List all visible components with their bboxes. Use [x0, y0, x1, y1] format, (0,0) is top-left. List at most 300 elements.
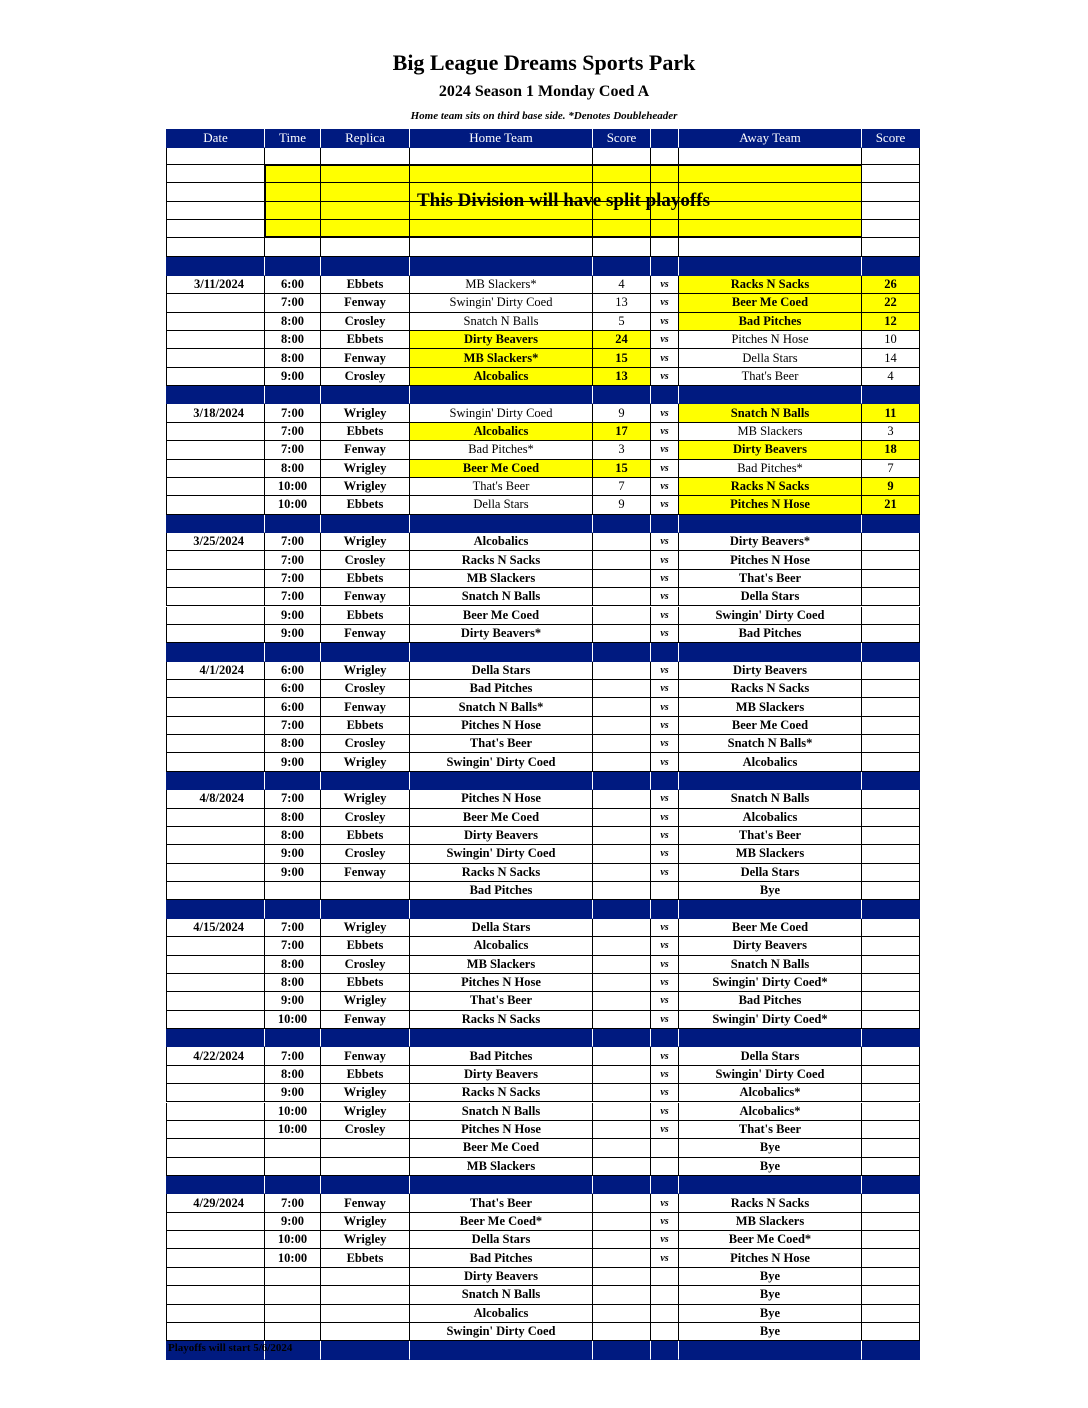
cell-home-team — [410, 1341, 593, 1359]
col-header-time: Time — [265, 129, 321, 148]
cell-time — [265, 515, 321, 533]
cell-date — [166, 202, 265, 220]
table-row — [166, 790, 920, 808]
cell-replica: Crosley — [321, 551, 410, 569]
cell-home-score — [593, 809, 651, 827]
cell-home-team — [410, 202, 593, 220]
cell-home-team: That's Beer — [410, 1194, 593, 1212]
cell-away-score — [862, 753, 920, 771]
cell-home-team — [410, 220, 593, 238]
cell-away-score — [862, 1268, 920, 1286]
cell-away-team: Beer Me Coed — [679, 919, 862, 937]
cell-vs: vs — [651, 1194, 679, 1212]
cell-home-team — [410, 772, 593, 790]
cell-away-team: Beer Me Coed — [679, 294, 862, 312]
cell-home-score — [593, 588, 651, 606]
cell-home-team: Bad Pitches — [410, 1047, 593, 1065]
cell-home-score — [593, 183, 651, 201]
cell-away-score — [862, 607, 920, 625]
table-row — [166, 496, 920, 514]
cell-date — [166, 1158, 265, 1176]
cell-home-team: Dirty Beavers — [410, 1066, 593, 1084]
cell-away-team: Swingin' Dirty Coed — [679, 607, 862, 625]
cell-date — [166, 1286, 265, 1304]
cell-home-team: Racks N Sacks — [410, 1084, 593, 1102]
cell-away-score: 4 — [862, 368, 920, 386]
cell-away-team: Racks N Sacks — [679, 1194, 862, 1212]
col-header-home-score: Score — [593, 129, 651, 148]
cell-home-team: Alcobalics — [410, 423, 593, 441]
table-row — [166, 551, 920, 569]
cell-vs: vs — [651, 919, 679, 937]
cell-home-team: Snatch N Balls — [410, 1103, 593, 1121]
cell-home-score — [593, 827, 651, 845]
cell-date — [166, 809, 265, 827]
cell-home-team: Beer Me Coed* — [410, 1213, 593, 1231]
cell-date — [166, 183, 265, 201]
cell-date — [166, 294, 265, 312]
cell-date — [166, 1249, 265, 1267]
cell-replica: Ebbets — [321, 1066, 410, 1084]
cell-away-team: Della Stars — [679, 349, 862, 367]
table-row — [166, 1047, 920, 1065]
cell-time: 9:00 — [265, 753, 321, 771]
cell-away-team: Pitches N Hose — [679, 331, 862, 349]
cell-vs: vs — [651, 625, 679, 643]
cell-home-score — [593, 698, 651, 716]
cell-home-score — [593, 992, 651, 1010]
table-row — [166, 478, 920, 496]
cell-date — [166, 643, 265, 661]
cell-home-team: Snatch N Balls — [410, 588, 593, 606]
cell-time: 8:00 — [265, 735, 321, 753]
cell-date — [166, 717, 265, 735]
cell-time — [265, 1158, 321, 1176]
cell-time — [265, 1029, 321, 1047]
cell-time — [265, 1176, 321, 1194]
cell-replica: Crosley — [321, 845, 410, 863]
cell-away-score — [862, 1084, 920, 1102]
cell-away-score — [862, 1139, 920, 1157]
cell-away-team: Bad Pitches — [679, 313, 862, 331]
cell-vs — [651, 1341, 679, 1359]
cell-away-score: 18 — [862, 441, 920, 459]
cell-time: 6:00 — [265, 698, 321, 716]
cell-vs: vs — [651, 404, 679, 422]
cell-date — [166, 1305, 265, 1323]
table-row — [166, 441, 920, 459]
cell-away-team: Bye — [679, 1286, 862, 1304]
cell-replica — [321, 183, 410, 201]
cell-replica: Fenway — [321, 625, 410, 643]
cell-away-score — [862, 882, 920, 900]
cell-date — [166, 900, 265, 918]
cell-home-score — [593, 919, 651, 937]
cell-home-team: Snatch N Balls — [410, 313, 593, 331]
cell-replica: Wrigley — [321, 1103, 410, 1121]
cell-time — [265, 900, 321, 918]
cell-home-team: MB Slackers — [410, 1158, 593, 1176]
cell-home-score — [593, 1158, 651, 1176]
cell-vs: vs — [651, 845, 679, 863]
cell-home-score — [593, 643, 651, 661]
cell-away-score — [862, 386, 920, 404]
cell-home-team: Alcobalics — [410, 533, 593, 551]
cell-time: 7:00 — [265, 570, 321, 588]
cell-time: 10:00 — [265, 1231, 321, 1249]
cell-away-team: Swingin' Dirty Coed — [679, 1066, 862, 1084]
cell-time — [265, 165, 321, 183]
cell-home-team — [410, 643, 593, 661]
cell-date — [166, 607, 265, 625]
cell-vs: vs — [651, 753, 679, 771]
cell-home-score — [593, 1341, 651, 1359]
cell-away-score — [862, 900, 920, 918]
cell-home-team: Bad Pitches* — [410, 441, 593, 459]
cell-away-team — [679, 386, 862, 404]
page-title: Big League Dreams Sports Park — [392, 50, 696, 75]
cell-away-team — [679, 1176, 862, 1194]
cell-replica: Wrigley — [321, 919, 410, 937]
cell-vs — [651, 1305, 679, 1323]
cell-away-score: 21 — [862, 496, 920, 514]
cell-away-score — [862, 845, 920, 863]
cell-replica: Wrigley — [321, 478, 410, 496]
week-separator — [166, 1029, 920, 1047]
cell-time: 9:00 — [265, 368, 321, 386]
cell-home-team — [410, 1176, 593, 1194]
cell-date — [166, 460, 265, 478]
cell-home-team: Dirty Beavers — [410, 1268, 593, 1286]
cell-home-score — [593, 1011, 651, 1029]
cell-away-score: 9 — [862, 478, 920, 496]
cell-replica: Wrigley — [321, 662, 410, 680]
cell-vs: vs — [651, 313, 679, 331]
table-row — [166, 276, 920, 294]
cell-replica: Ebbets — [321, 974, 410, 992]
cell-away-team: Beer Me Coed — [679, 717, 862, 735]
cell-vs: vs — [651, 533, 679, 551]
cell-away-team — [679, 183, 862, 201]
cell-away-score — [862, 533, 920, 551]
cell-vs: vs — [651, 1084, 679, 1102]
table-row — [166, 1121, 920, 1139]
cell-time: 9:00 — [265, 625, 321, 643]
table-row — [166, 423, 920, 441]
cell-away-score — [862, 257, 920, 276]
cell-home-score — [593, 1047, 651, 1065]
cell-home-score: 17 — [593, 423, 651, 441]
cell-home-score — [593, 1066, 651, 1084]
cell-home-score — [593, 1305, 651, 1323]
cell-away-score — [862, 515, 920, 533]
week-date: 3/11/2024 — [166, 276, 265, 294]
cell-time: 7:00 — [265, 1194, 321, 1212]
table-row — [166, 1305, 920, 1323]
cell-away-team: Pitches N Hose — [679, 496, 862, 514]
cell-away-score — [862, 1231, 920, 1249]
cell-away-team: Swingin' Dirty Coed* — [679, 1011, 862, 1029]
table-row — [166, 717, 920, 735]
cell-replica: Ebbets — [321, 827, 410, 845]
cell-replica: Crosley — [321, 956, 410, 974]
cell-away-score — [862, 643, 920, 661]
cell-date — [166, 331, 265, 349]
cell-date — [166, 625, 265, 643]
cell-replica: Wrigley — [321, 404, 410, 422]
cell-home-team: Della Stars — [410, 662, 593, 680]
cell-vs: vs — [651, 827, 679, 845]
cell-date — [166, 423, 265, 441]
cell-date — [166, 1066, 265, 1084]
week-separator — [166, 515, 920, 533]
cell-replica: Crosley — [321, 735, 410, 753]
table-row — [166, 1249, 920, 1267]
cell-replica: Crosley — [321, 1121, 410, 1139]
cell-away-score — [862, 238, 920, 256]
cell-away-team: Della Stars — [679, 864, 862, 882]
cell-time: 8:00 — [265, 331, 321, 349]
cell-away-team — [679, 148, 862, 165]
cell-vs: vs — [651, 937, 679, 955]
cell-away-score — [862, 974, 920, 992]
cell-away-score — [862, 1341, 920, 1359]
cell-home-score — [593, 790, 651, 808]
cell-time: 10:00 — [265, 1103, 321, 1121]
cell-vs — [651, 882, 679, 900]
cell-away-score — [862, 220, 920, 238]
table-row — [166, 313, 920, 331]
cell-date — [166, 386, 265, 404]
col-header-vs — [651, 129, 679, 148]
schedule-note: Home team sits on third base side. *Denotes Doubleheader — [410, 110, 678, 122]
cell-time — [265, 220, 321, 238]
col-header-home-team: Home Team — [410, 129, 593, 148]
playoffs-banner: This Division will have split playoffs — [265, 165, 862, 237]
cell-vs: vs — [651, 809, 679, 827]
cell-time: 7:00 — [265, 404, 321, 422]
cell-home-score — [593, 974, 651, 992]
cell-replica — [321, 772, 410, 790]
cell-away-team: Della Stars — [679, 1047, 862, 1065]
cell-vs: vs — [651, 1249, 679, 1267]
cell-away-team: Alcobalics* — [679, 1103, 862, 1121]
cell-replica — [321, 900, 410, 918]
cell-date — [166, 1268, 265, 1286]
cell-away-team: That's Beer — [679, 570, 862, 588]
week-separator — [166, 772, 920, 790]
cell-replica: Ebbets — [321, 717, 410, 735]
col-header-away-score: Score — [862, 129, 920, 148]
cell-away-team: Racks N Sacks — [679, 680, 862, 698]
cell-home-score — [593, 1213, 651, 1231]
cell-home-score — [593, 570, 651, 588]
cell-time — [265, 1323, 321, 1341]
cell-replica: Fenway — [321, 698, 410, 716]
cell-away-score — [862, 1158, 920, 1176]
cell-replica: Ebbets — [321, 276, 410, 294]
cell-home-team: Della Stars — [410, 919, 593, 937]
blank-row — [166, 238, 920, 256]
cell-home-team: Alcobalics — [410, 937, 593, 955]
blank-row — [166, 148, 920, 165]
cell-replica: Wrigley — [321, 1231, 410, 1249]
cell-home-team: Della Stars — [410, 496, 593, 514]
cell-vs — [651, 772, 679, 790]
cell-replica: Crosley — [321, 680, 410, 698]
cell-home-score: 3 — [593, 441, 651, 459]
cell-away-score — [862, 790, 920, 808]
cell-away-score — [862, 717, 920, 735]
cell-away-team: Dirty Beavers* — [679, 533, 862, 551]
cell-away-score — [862, 202, 920, 220]
table-row — [166, 1231, 920, 1249]
cell-home-score — [593, 1286, 651, 1304]
cell-away-team — [679, 643, 862, 661]
cell-away-team: Snatch N Balls — [679, 404, 862, 422]
cell-away-team: Dirty Beavers — [679, 662, 862, 680]
cell-vs — [651, 386, 679, 404]
cell-away-team: Racks N Sacks — [679, 478, 862, 496]
cell-date — [166, 1103, 265, 1121]
cell-time: 8:00 — [265, 1066, 321, 1084]
week-date: 4/22/2024 — [166, 1047, 265, 1065]
table-header-row — [166, 129, 920, 148]
table-row — [166, 1213, 920, 1231]
cell-home-score — [593, 845, 651, 863]
table-row — [166, 1139, 920, 1157]
cell-vs: vs — [651, 607, 679, 625]
cell-home-team: Swingin' Dirty Coed — [410, 404, 593, 422]
table-row — [166, 607, 920, 625]
table-row — [166, 331, 920, 349]
cell-home-team: That's Beer — [410, 735, 593, 753]
cell-away-team: MB Slackers — [679, 423, 862, 441]
cell-home-score — [593, 1029, 651, 1047]
table-row — [166, 570, 920, 588]
cell-away-score — [862, 956, 920, 974]
cell-time — [265, 386, 321, 404]
cell-home-score — [593, 717, 651, 735]
cell-away-team: MB Slackers — [679, 698, 862, 716]
page-subtitle: 2024 Season 1 Monday Coed A — [438, 83, 650, 100]
cell-home-team: Pitches N Hose — [410, 1121, 593, 1139]
cell-away-score — [862, 827, 920, 845]
cell-away-score — [862, 1323, 920, 1341]
cell-time: 8:00 — [265, 827, 321, 845]
table-row — [166, 735, 920, 753]
cell-time: 9:00 — [265, 992, 321, 1010]
cell-vs — [651, 220, 679, 238]
cell-vs: vs — [651, 551, 679, 569]
cell-date — [166, 1121, 265, 1139]
cell-replica: Ebbets — [321, 607, 410, 625]
cell-time: 10:00 — [265, 1011, 321, 1029]
cell-home-team: Pitches N Hose — [410, 790, 593, 808]
cell-home-score: 5 — [593, 313, 651, 331]
col-header-replica: Replica — [321, 129, 410, 148]
cell-home-team — [410, 900, 593, 918]
cell-away-team: Dirty Beavers — [679, 937, 862, 955]
cell-away-score — [862, 937, 920, 955]
cell-away-score — [862, 1121, 920, 1139]
cell-home-team — [410, 515, 593, 533]
cell-replica: Wrigley — [321, 1084, 410, 1102]
cell-time: 7:00 — [265, 441, 321, 459]
cell-away-score — [862, 1176, 920, 1194]
cell-replica: Fenway — [321, 441, 410, 459]
cell-replica — [321, 643, 410, 661]
cell-away-team: Bye — [679, 1305, 862, 1323]
cell-time: 7:00 — [265, 1047, 321, 1065]
cell-vs — [651, 1158, 679, 1176]
cell-home-score: 9 — [593, 404, 651, 422]
cell-replica — [321, 1029, 410, 1047]
cell-vs — [651, 238, 679, 256]
cell-time: 7:00 — [265, 717, 321, 735]
cell-away-team — [679, 165, 862, 183]
cell-away-score — [862, 1011, 920, 1029]
cell-away-team — [679, 515, 862, 533]
cell-home-score: 13 — [593, 294, 651, 312]
cell-home-team: MB Slackers — [410, 570, 593, 588]
cell-time — [265, 183, 321, 201]
cell-home-score — [593, 1176, 651, 1194]
cell-vs: vs — [651, 478, 679, 496]
cell-time: 10:00 — [265, 1121, 321, 1139]
cell-vs: vs — [651, 331, 679, 349]
cell-vs — [651, 1268, 679, 1286]
cell-away-team: MB Slackers — [679, 1213, 862, 1231]
cell-vs: vs — [651, 992, 679, 1010]
table-row — [166, 882, 920, 900]
cell-home-score — [593, 1231, 651, 1249]
cell-home-team: Beer Me Coed — [410, 607, 593, 625]
cell-time: 10:00 — [265, 1249, 321, 1267]
cell-replica — [321, 257, 410, 276]
week-separator — [166, 1176, 920, 1194]
cell-away-team: Snatch N Balls* — [679, 735, 862, 753]
cell-date — [166, 441, 265, 459]
cell-date — [166, 753, 265, 771]
cell-replica: Fenway — [321, 1194, 410, 1212]
cell-time — [265, 1268, 321, 1286]
cell-vs — [651, 183, 679, 201]
cell-replica: Wrigley — [321, 753, 410, 771]
cell-replica: Crosley — [321, 368, 410, 386]
cell-away-score — [862, 1286, 920, 1304]
cell-vs: vs — [651, 588, 679, 606]
cell-replica — [321, 148, 410, 165]
cell-time: 7:00 — [265, 533, 321, 551]
cell-vs: vs — [651, 294, 679, 312]
cell-home-team — [410, 386, 593, 404]
cell-replica: Ebbets — [321, 937, 410, 955]
cell-home-score — [593, 165, 651, 183]
cell-away-score: 11 — [862, 404, 920, 422]
table-row — [166, 956, 920, 974]
cell-away-score: 10 — [862, 331, 920, 349]
cell-away-team: That's Beer — [679, 1121, 862, 1139]
cell-away-score: 12 — [862, 313, 920, 331]
cell-away-score: 26 — [862, 276, 920, 294]
cell-time: 9:00 — [265, 1084, 321, 1102]
cell-vs — [651, 1029, 679, 1047]
cell-date — [166, 1323, 265, 1341]
cell-away-team: Alcobalics — [679, 753, 862, 771]
table-row — [166, 460, 920, 478]
cell-vs: vs — [651, 956, 679, 974]
